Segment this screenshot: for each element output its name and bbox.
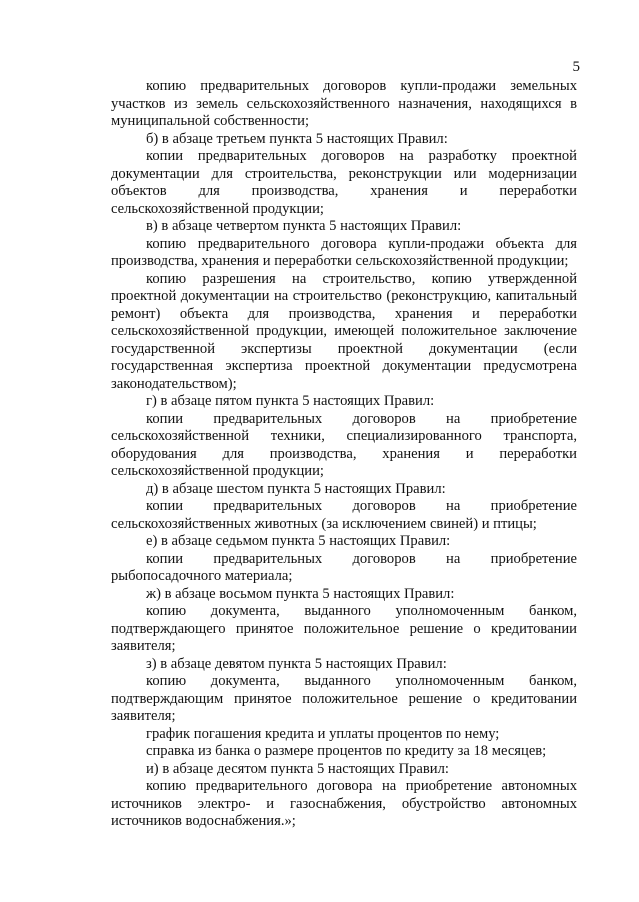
paragraph: копию документа, выданного уполномоченным банком, подтверждающим принятое положительное решение о кредитовании заявителя; xyxy=(111,673,577,724)
paragraph: копию документа, выданного уполномоченным банком, подтверждающего принятое положительное решение о кредитовании заявителя; xyxy=(111,603,577,654)
paragraph: д) в абзаце шестом пункта 5 настоящих Правил: xyxy=(146,480,446,497)
paragraph: в) в абзаце четвертом пункта 5 настоящих Правил: xyxy=(146,218,462,234)
page-number: 5 xyxy=(572,59,580,75)
paragraph: справка из банка о размере процентов по кредиту за 18 месяцев; xyxy=(146,743,547,759)
paragraph: копию разрешения на строительство, копию утвержденной проектной документации на строительство (реконструкцию, капитальный ремонт) объекта для производства, хранения и переработки сельскохозяйственной продукции, имеющей положительное заключение государственной экспертизы проектной документации (если государственная экспертиза проектной документации предусмотрена законодательством); xyxy=(111,270,577,392)
paragraph: и) в абзаце десятом пункта 5 настоящих Правил: xyxy=(146,760,449,777)
paragraph: копии предварительных договоров на приобретение сельскохозяйственной техники, специализированного транспорта, оборудования для производства, хранения и переработки сельскохозяйственной продукции; xyxy=(111,410,577,479)
paragraph: копии предварительных договоров на приобретение рыбопосадочного материала; xyxy=(111,550,577,584)
paragraph: б) в абзаце третьем пункта 5 настоящих Правил: xyxy=(146,130,448,147)
paragraph: ж) в абзаце восьмом пункта 5 настоящих Правил: xyxy=(146,585,455,602)
paragraph: копии предварительных договоров на приобретение сельскохозяйственных животных (за исключением свиней) и птицы; xyxy=(111,498,577,532)
paragraph: копии предварительных договоров на разработку проектной документации для строительства, реконструкции или модернизации объектов для производства, хранения и переработки сельскохозяйственной продукции; xyxy=(111,148,577,217)
paragraph: копию предварительного договора купли-продажи объекта для производства, хранения и переработки сельскохозяйственной продукции; xyxy=(111,235,577,269)
paragraph: е) в абзаце седьмом пункта 5 настоящих Правил: xyxy=(146,533,451,549)
paragraph: график погашения кредита и уплаты процентов по нему; xyxy=(146,725,500,742)
paragraph: копию предварительных договоров купли-продажи земельных участков из земель сельскохозяйственного назначения, находящихся в муниципальной собственности; xyxy=(111,78,577,129)
paragraph: з) в абзаце девятом пункта 5 настоящих Правил: xyxy=(146,655,447,672)
paragraph: г) в абзаце пятом пункта 5 настоящих Правил: xyxy=(146,393,435,409)
document-body xyxy=(111,78,577,831)
paragraph: копию предварительного договора на приобретение автономных источников электро- и газоснабжения, обустройство автономных источников водоснабжения.»; xyxy=(111,778,577,829)
